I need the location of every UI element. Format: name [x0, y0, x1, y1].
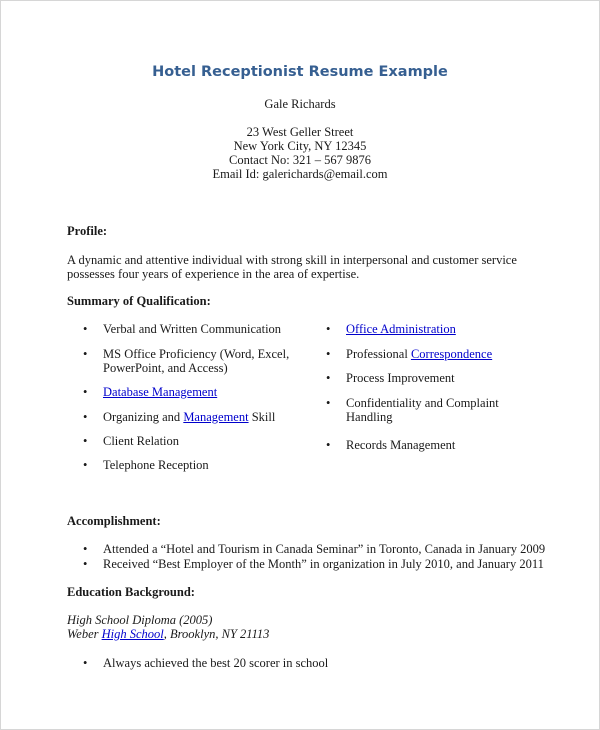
candidate-name: Gale Richards [264, 97, 336, 111]
qualification-item: • Telephone Reception [83, 458, 209, 472]
qualification-item: • Verbal and Written Communication [83, 322, 282, 336]
qualification-item: • Organizing and Management Skill [83, 410, 276, 424]
correspondence-link[interactable]: Correspondence [410, 347, 493, 361]
contact-number: Contact No: 321 – 567 9876 [228, 153, 371, 167]
database-management-link[interactable]: Database Management [103, 385, 218, 399]
qualification-item [83, 385, 218, 399]
bullet-icon: • [326, 347, 331, 361]
accomplishment-item: • Received “Best Employer of the Month” in organization in July 2010, and January 2011 [83, 557, 544, 571]
email-address: Email Id: galerichards@email.com [212, 167, 388, 181]
office-administration-link[interactable]: Office Administration [346, 322, 456, 336]
education-details [67, 613, 537, 641]
education-heading: Education Background: [67, 585, 195, 599]
bullet-icon: • [83, 322, 88, 336]
qualification-item: • Professional Correspondence [326, 347, 493, 361]
bullet-icon: • [83, 458, 88, 472]
education-item: • Always achieved the best 20 scorer in school [83, 656, 329, 670]
address-line-1: 23 West Geller Street [246, 125, 354, 139]
qualification-item: • Confidentiality and Complaint Handling [326, 396, 499, 424]
accomplishment-heading: Accomplishment: [67, 514, 161, 528]
bullet-icon: • [326, 371, 331, 385]
high-school-link[interactable]: High School [101, 627, 164, 641]
bullet-icon: • [326, 396, 331, 410]
address-line-2: New York City, NY 12345 [233, 139, 367, 153]
document-title: Hotel Receptionist Resume Example [152, 64, 448, 80]
qualification-item: • MS Office Proficiency (Word, Excel, PowerPoint, and Access) [83, 347, 290, 375]
qualification-item [326, 322, 456, 336]
bullet-icon: • [83, 542, 88, 556]
qualification-item: • Process Improvement [326, 371, 455, 385]
school-text: Weber High School, Brooklyn, NY 21113 [67, 627, 270, 641]
bullet-icon: • [83, 410, 88, 424]
bullet-icon: • [83, 434, 88, 448]
profile-line-2: possesses four years of experience in the area of expertise. [67, 267, 360, 281]
profile-text [67, 253, 537, 281]
profile-heading: Profile: [67, 224, 108, 238]
diploma-text: High School Diploma (2005) [67, 613, 213, 627]
accomplishment-item: • Attended a “Hotel and Tourism in Canada Seminar” in Toronto, Canada in January 2009 [83, 542, 546, 556]
bullet-icon: • [83, 557, 88, 571]
bullet-icon: • [326, 322, 331, 336]
bullet-icon: • [326, 438, 331, 452]
bullet-icon: • [83, 347, 88, 361]
bullet-icon: • [83, 385, 88, 399]
management-link[interactable]: Management [183, 410, 249, 424]
qualification-heading: Summary of Qualification: [67, 294, 211, 308]
qualification-item: • Records Management [326, 438, 456, 452]
bullet-icon: • [83, 656, 88, 670]
profile-line-1: A dynamic and attentive individual with strong skill in interpersonal and customer service [67, 253, 517, 267]
qualification-item: • Client Relation [83, 434, 180, 448]
